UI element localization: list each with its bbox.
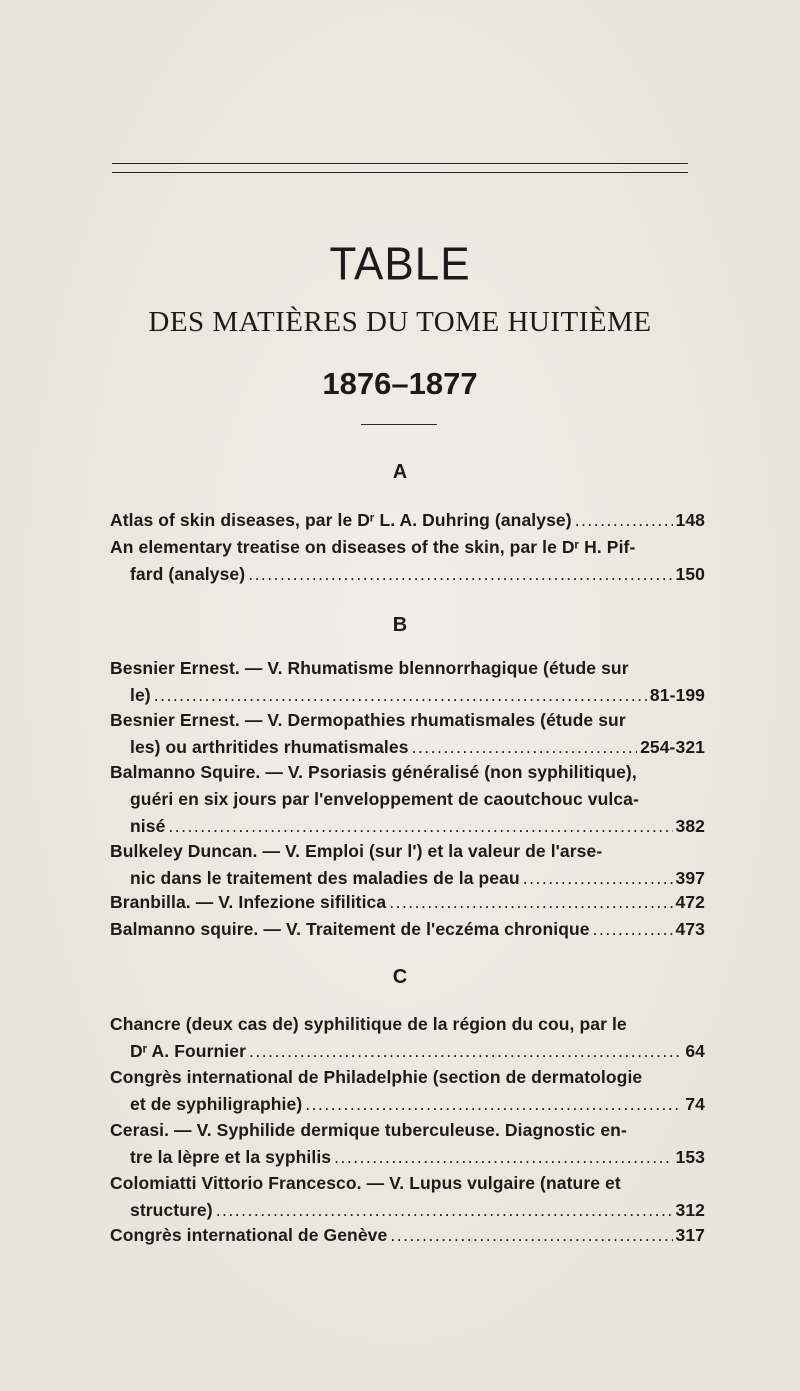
- entry-text: Besnier Ernest. — V. Rhumatisme blennorrhagique (étude sur: [110, 658, 629, 678]
- entry-text: guéri en six jours par l'enveloppement de caoutchouc vulca-: [130, 789, 639, 809]
- entry-text: Congrès international de Philadelphie (section de dermatologie: [110, 1067, 643, 1087]
- entry-text: tre la lèpre et la syphilis: [130, 1147, 332, 1167]
- leader-dots: [389, 889, 672, 916]
- leader-dots: [216, 1197, 673, 1224]
- entry-page: 81-199: [649, 685, 705, 705]
- toc-entry: [110, 1222, 705, 1249]
- toc-entry: [110, 1170, 705, 1224]
- entry-text: Atlas of skin diseases, par le Dʳ L. A. Duhring (analyse): [110, 510, 572, 530]
- entry-text: Balmanno Squire. — V. Psoriasis généralisé (non syphilitique),: [110, 762, 637, 782]
- entry-text: Congrès international de Genève: [110, 1225, 388, 1245]
- entry-page: 382: [675, 816, 705, 836]
- leader-dots: [154, 682, 647, 709]
- toc-entry: [110, 1064, 705, 1118]
- entry-text: le): [130, 685, 151, 705]
- section-letter-b: B: [392, 614, 408, 636]
- entry-text: structure): [130, 1200, 213, 1220]
- toc-entry: [110, 534, 705, 588]
- entry-text: Branbilla. — V. Infezione sifilitica: [110, 892, 387, 912]
- toc-entry: [110, 1011, 705, 1065]
- entry-page: 148: [675, 510, 705, 530]
- leader-dots: [412, 734, 638, 761]
- toc-entry: [110, 838, 705, 892]
- entry-page: 312: [675, 1200, 705, 1220]
- entry-page: 473: [675, 919, 705, 939]
- entry-page: 317: [675, 1225, 705, 1245]
- entry-text: Bulkeley Duncan. — V. Emploi (sur l') et la valeur de l'arse-: [110, 841, 603, 861]
- entry-text: Besnier Ernest. — V. Dermopathies rhumatismales (étude sur: [110, 710, 626, 730]
- section-letter-a: A: [392, 461, 408, 483]
- entry-page: 64: [685, 1041, 705, 1061]
- entry-text: les) ou arthritides rhumatismales: [130, 737, 409, 757]
- page-title: TABLE: [329, 238, 471, 291]
- entry-text: Dʳ A. Fournier: [130, 1041, 246, 1061]
- entry-page: 472: [675, 892, 705, 912]
- toc-entry: [110, 759, 705, 840]
- entry-text: nic dans le traitement des maladies de la peau: [130, 868, 520, 888]
- volume-years: 1876–1877: [322, 366, 478, 401]
- entry-page: 150: [675, 564, 705, 584]
- toc-entry: [110, 655, 705, 709]
- toc-entry: [110, 507, 705, 534]
- toc-entry: [110, 1117, 705, 1171]
- entry-page: 74: [685, 1094, 705, 1114]
- leader-dots: [249, 1038, 682, 1065]
- leader-dots: [334, 1144, 672, 1171]
- leader-dots: [168, 813, 672, 840]
- entry-page: 153: [675, 1147, 705, 1167]
- leader-dots: [575, 507, 673, 534]
- leader-dots: [248, 561, 672, 588]
- entry-page: 254-321: [640, 737, 705, 757]
- page-subtitle: DES MATIÈRES DU TOME HUITIÈME: [148, 306, 652, 338]
- entry-text: Balmanno squire. — V. Traitement de l'eczéma chronique: [110, 919, 590, 939]
- leader-dots: [390, 1222, 672, 1249]
- title-divider: [361, 424, 437, 425]
- leader-dots: [593, 916, 673, 943]
- header-rule-top: [112, 163, 688, 164]
- header-rule-bottom: [112, 172, 688, 173]
- entry-text: Chancre (deux cas de) syphilitique de la région du cou, par le: [110, 1014, 627, 1034]
- entry-text: Cerasi. — V. Syphilide dermique tuberculeuse. Diagnostic en-: [110, 1120, 627, 1140]
- entry-text: An elementary treatise on diseases of the skin, par le Dʳ H. Pif-: [110, 537, 636, 557]
- toc-entry: [110, 707, 705, 761]
- toc-entry: [110, 916, 705, 943]
- section-letter-c: C: [392, 966, 408, 988]
- leader-dots: [523, 865, 673, 892]
- leader-dots: [305, 1091, 682, 1118]
- entry-text: fard (analyse): [130, 564, 246, 584]
- entry-text: Colomiatti Vittorio Francesco. — V. Lupus vulgaire (nature et: [110, 1173, 621, 1193]
- entry-text: nisé: [130, 816, 166, 836]
- entry-page: 397: [675, 868, 705, 888]
- entry-text: et de syphiligraphie): [130, 1094, 303, 1114]
- toc-entry: [110, 889, 705, 916]
